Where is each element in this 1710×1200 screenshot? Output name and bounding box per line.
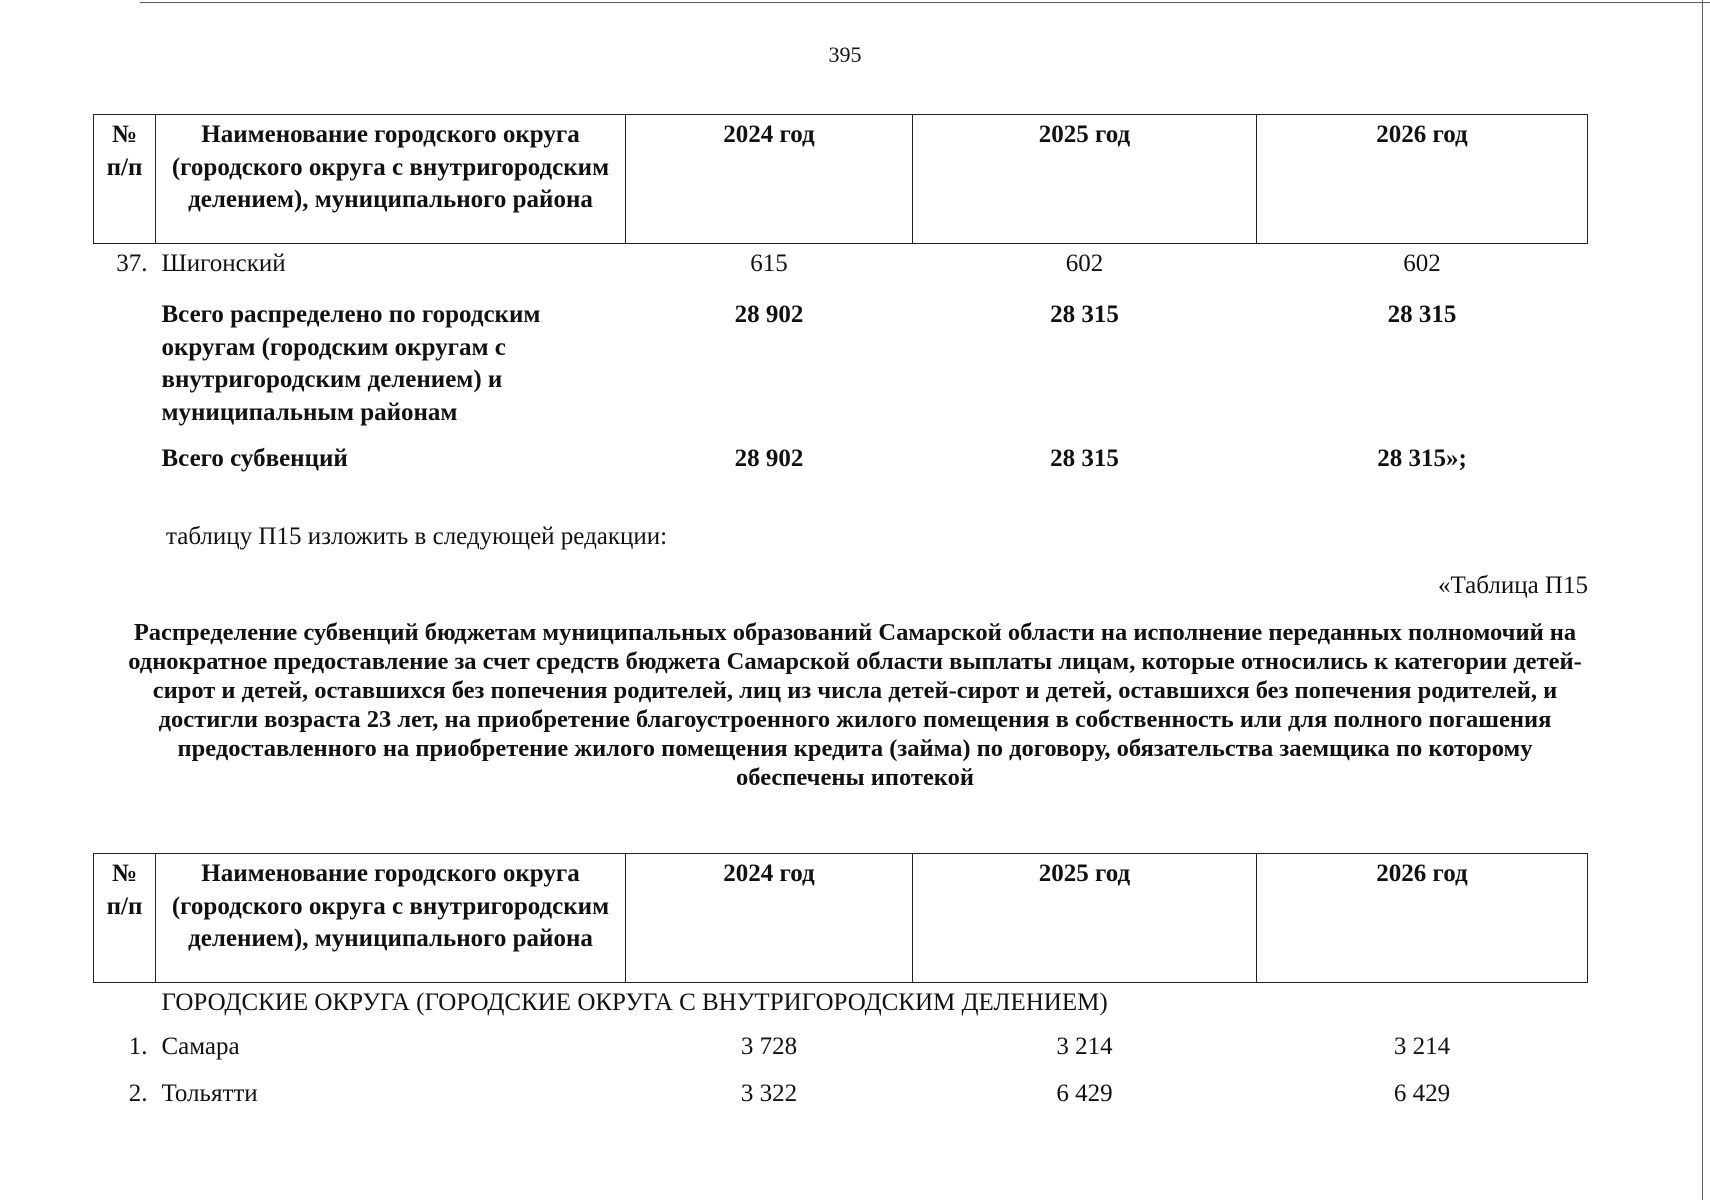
row-number: 2.	[128, 1080, 148, 1107]
total-subventions-2024: 28 902	[734, 445, 804, 472]
table-p15	[93, 853, 1588, 1121]
row-value-2025: 3 214	[1056, 1033, 1113, 1060]
row-value-2024: 3 728	[740, 1033, 798, 1060]
total-subventions-label: Всего субвенций	[161, 445, 348, 472]
total-distributed-row	[94, 291, 1588, 435]
table-row	[94, 1027, 1588, 1074]
scan-top-border-line	[140, 2, 1710, 3]
total-subventions-2026: 28 315»;	[1377, 445, 1467, 472]
row-name: Шигонский	[161, 250, 286, 277]
page-number: 395	[828, 42, 862, 67]
row-value-2026: 602	[1403, 250, 1441, 277]
table-header-row	[94, 115, 1588, 244]
amendment-instruction: таблицу П15 изложить в следующей редакции:	[166, 523, 668, 550]
header-municipality-name: Наименование городского округа (городского округа с внутригородским делением), муниципального района	[156, 854, 626, 983]
header-number: № п/п	[94, 854, 156, 983]
row-value-2026: 6 429	[1393, 1080, 1451, 1107]
header-year-2025: 2025 год	[913, 115, 1257, 244]
total-subventions-row	[94, 435, 1588, 493]
header-year-2024: 2024 год	[626, 854, 913, 983]
table-label: «Таблица П15	[1438, 572, 1588, 599]
scan-right-border-line	[1702, 0, 1703, 1200]
row-number-empty	[94, 983, 156, 1028]
row-number: 1.	[128, 1033, 148, 1060]
header-year-2025: 2025 год	[913, 854, 1257, 983]
row-number: 37.	[116, 250, 148, 277]
table-title: Распределение субвенций бюджетам муниципальных образований Самарской области на исполнение переданных полномочий на однократное предоставление за счет средств бюджета Самарской области выплаты лицам, которые относились к категории детей-сирот и детей, оставшихся без попечения родителей, лиц из числа детей-сирот и детей, оставшихся без попечения родителей, и достигли возраста 23 лет, на приобретение благоустроенного жилого помещения в собственность или для полного погашения предоставленного на приобретение жилого помещения кредита (займа) по договору, обязательства заемщика по которому обеспечены ипотекой	[128, 619, 1582, 791]
section-heading: ГОРОДСКИЕ ОКРУГА (ГОРОДСКИЕ ОКРУГА С ВНУТРИГОРОДСКИМ ДЕЛЕНИЕМ)	[161, 989, 1108, 1016]
total-subventions-2025: 28 315	[1050, 445, 1119, 472]
header-municipality-name: Наименование городского округа (городского округа с внутригородским делением), муниципального района	[156, 115, 626, 244]
total-distributed-2025: 28 315	[1050, 301, 1119, 328]
row-value-2026: 3 214	[1393, 1033, 1451, 1060]
total-distributed-2026: 28 315	[1387, 301, 1457, 328]
row-number-empty	[94, 435, 156, 493]
row-value-2024: 3 322	[740, 1080, 798, 1107]
row-value-2025: 602	[1065, 250, 1104, 277]
row-name: Тольятти	[161, 1080, 258, 1107]
row-value-2025: 6 429	[1056, 1080, 1113, 1107]
table-row	[94, 1074, 1588, 1121]
row-name: Самара	[161, 1033, 240, 1060]
section-heading-row	[94, 983, 1588, 1028]
total-distributed-2024: 28 902	[734, 301, 804, 328]
table-previous-continuation	[93, 114, 1588, 493]
table-row	[94, 244, 1588, 292]
header-year-2026: 2026 год	[1257, 854, 1588, 983]
total-distributed-label: Всего распределено по городским округам (городским округам с внутригородским делением) и муниципальным районам	[161, 301, 541, 426]
table-header-row	[94, 854, 1588, 983]
row-value-2024: 615	[750, 250, 788, 277]
header-year-2024: 2024 год	[626, 115, 913, 244]
header-year-2026: 2026 год	[1257, 115, 1588, 244]
header-number: № п/п	[94, 115, 156, 244]
row-number-empty	[94, 291, 156, 435]
